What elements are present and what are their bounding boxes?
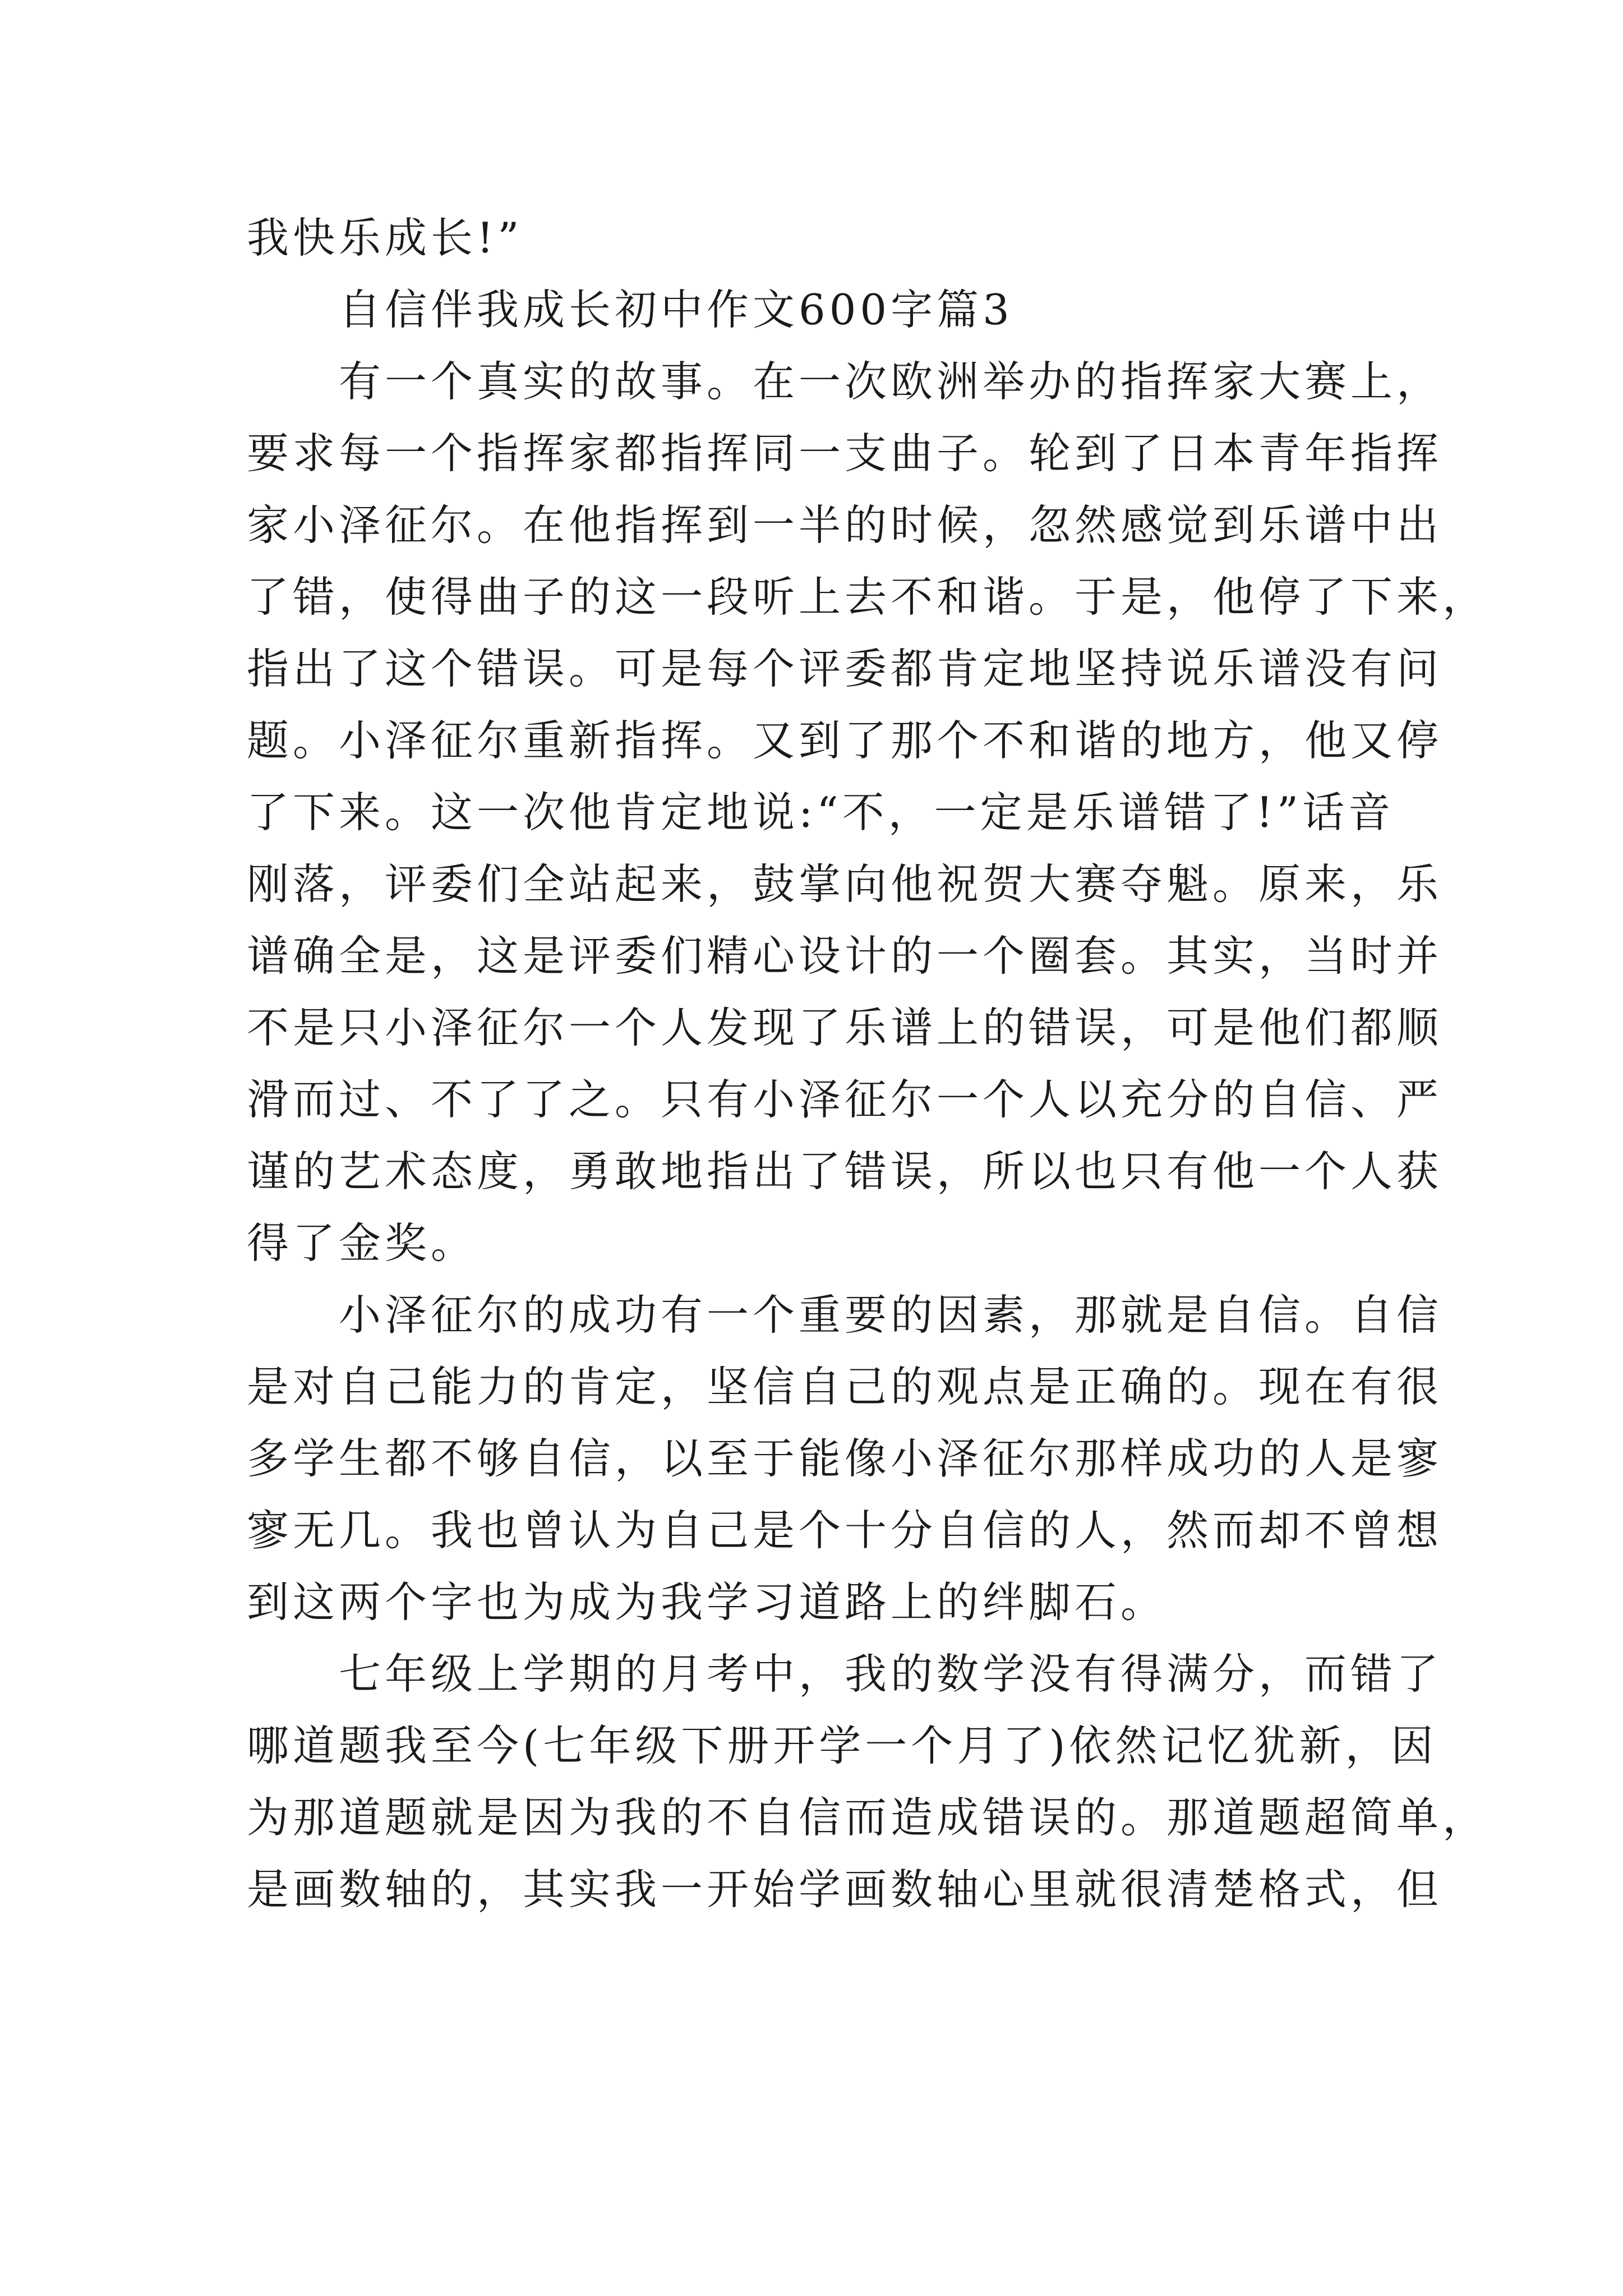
text-line: 了下来。这一次他肯定地说:“不，一定是乐谱错了!”话音 (247, 788, 1395, 837)
text-line: 哪道题我至今(七年级下册开学一个月了)依然记忆犹新，因 (247, 1721, 1437, 1770)
text-line: 家小泽征尔。在他指挥到一半的时候，忽然感觉到乐谱中出 (247, 500, 1443, 550)
text-line: 为那道题就是因为我的不自信而造成错误的。那道题超简单， (247, 1793, 1489, 1842)
text-line: 小泽征尔的成功有一个重要的因素，那就是自信。自信 (339, 1290, 1443, 1340)
text-line: 到这两个字也为成为我学习道路上的绊脚石。 (247, 1577, 1167, 1627)
text-line: 不是只小泽征尔一个人发现了乐谱上的错误，可是他们都顺 (247, 1003, 1443, 1052)
text-line: 谨的艺术态度，勇敢地指出了错误，所以也只有他一个人获 (247, 1147, 1443, 1196)
text-line: 有一个真实的故事。在一次欧洲举办的指挥家大赛上， (339, 357, 1443, 406)
text-line: 寥无几。我也曾认为自己是个十分自信的人，然而却不曾想 (247, 1506, 1443, 1555)
text-line: 多学生都不够自信，以至于能像小泽征尔那样成功的人是寥 (247, 1434, 1443, 1483)
text-line: 要求每一个指挥家都指挥同一支曲子。轮到了日本青年指挥 (247, 429, 1443, 478)
section-title: 自信伴我成长初中作文600字篇3 (339, 285, 1013, 334)
text-line: 指出了这个错误。可是每个评委都肯定地坚持说乐谱没有问 (247, 644, 1443, 693)
text-line: 刚落，评委们全站起来，鼓掌向他祝贺大赛夺魁。原来，乐 (247, 859, 1443, 909)
text-line: 题。小泽征尔重新指挥。又到了那个不和谐的地方，他又停 (247, 716, 1443, 765)
text-line: 得了金奖。 (247, 1218, 477, 1268)
text-line: 谱确全是，这是评委们精心设计的一个圈套。其实，当时并 (247, 931, 1443, 981)
text-line: 我快乐成长!” (247, 213, 523, 263)
text-line: 是对自己能力的肯定，坚信自己的观点是正确的。现在有很 (247, 1362, 1443, 1411)
text-line: 了错，使得曲子的这一段听上去不和谐。于是，他停了下来， (247, 572, 1489, 622)
document-body (247, 202, 1489, 1925)
text-line: 七年级上学期的月考中，我的数学没有得满分，而错了 (339, 1649, 1443, 1699)
text-line: 是画数轴的，其实我一开始学画数轴心里就很清楚格式，但 (247, 1865, 1443, 1914)
text-line: 滑而过、不了了之。只有小泽征尔一个人以充分的自信、严 (247, 1075, 1443, 1124)
